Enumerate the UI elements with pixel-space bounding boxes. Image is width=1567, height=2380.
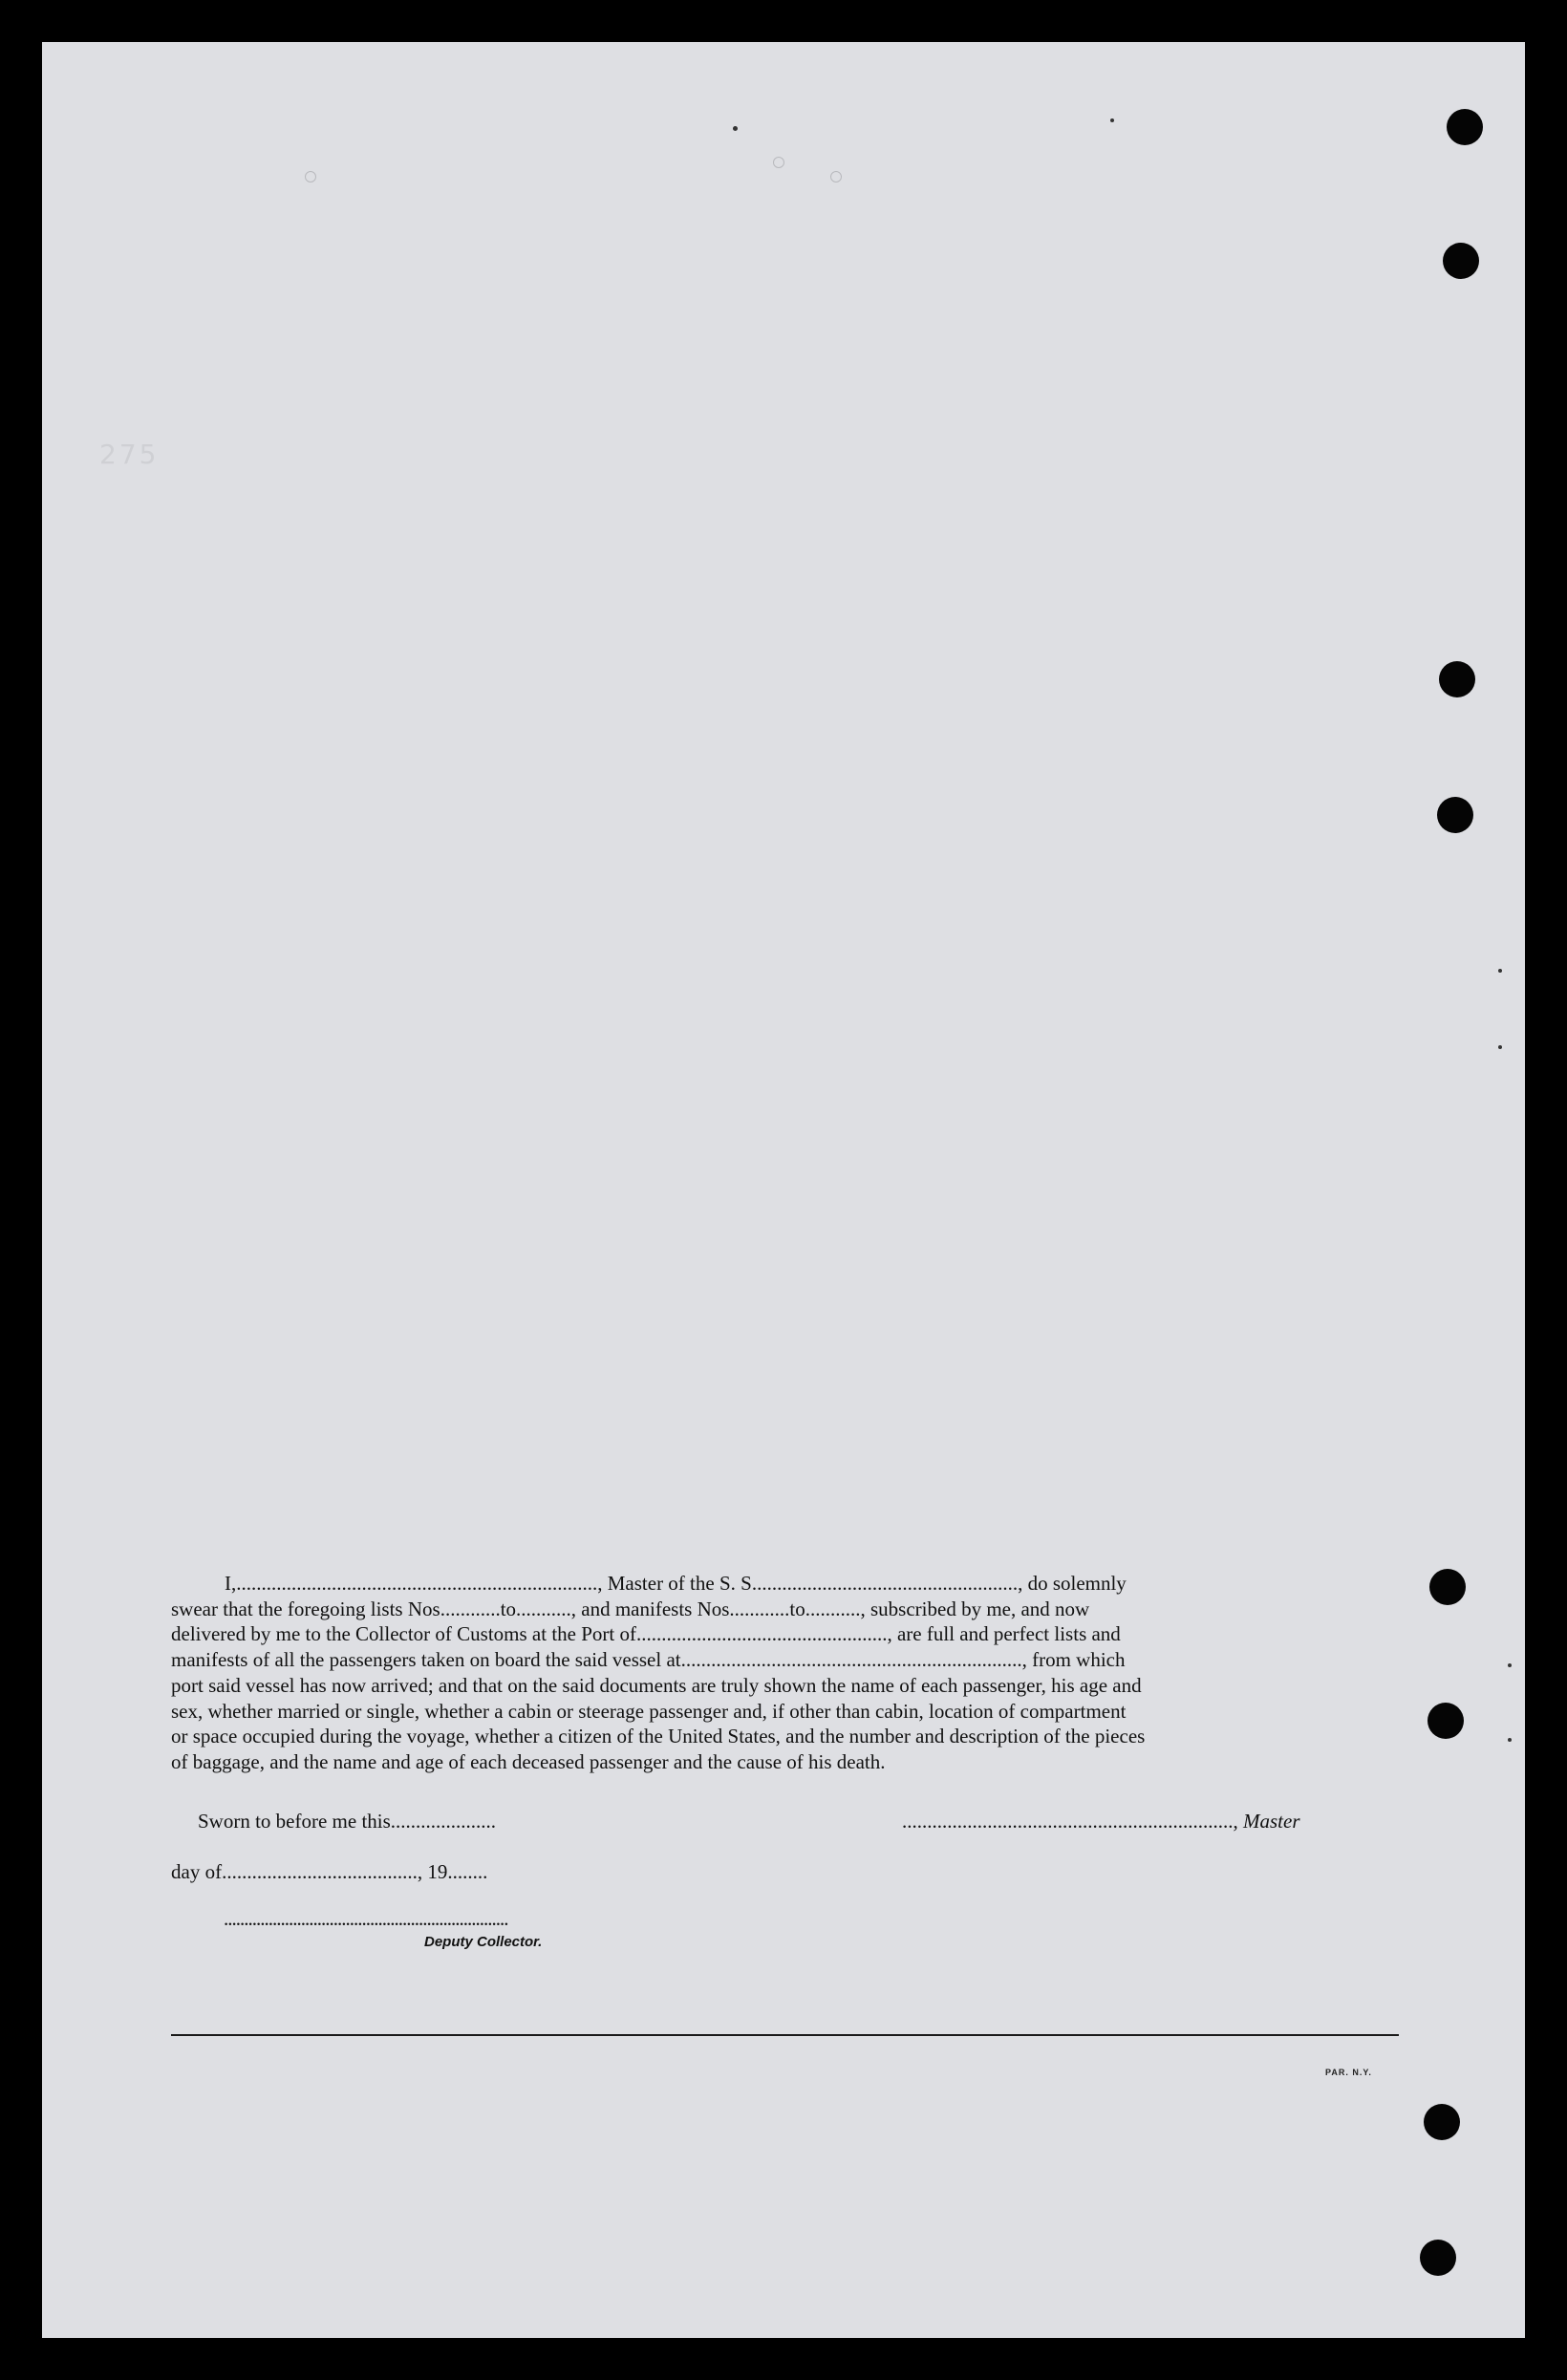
oath-paragraph	[171, 1571, 1450, 1775]
speck	[1110, 118, 1114, 122]
master-signature-line: ..................................................................,	[902, 1810, 1243, 1833]
oath-line: delivered by me to the Collector of Customs at the Port of.................................................., are full and perfect lists and	[171, 1622, 1121, 1646]
ring-mark	[305, 171, 316, 182]
punch-hole	[1437, 797, 1473, 833]
oath-line: sex, whether married or single, whether a cabin or steerage passenger and, if other than cabin, location of compartment	[171, 1699, 1127, 1723]
oath-line: of baggage, and the name and age of each deceased passenger and the cause of his death.	[171, 1749, 886, 1773]
oath-line: port said vessel has now arrived; and that on the said documents are truly shown the name of each passenger, his age and	[171, 1673, 1142, 1697]
document-page	[42, 42, 1525, 2338]
punch-hole	[1443, 243, 1479, 279]
master-signature	[902, 1810, 1300, 1833]
speck	[1498, 1045, 1502, 1049]
oath-line: swear that the foregoing lists Nos............to..........., and manifests Nos............to..........., subscribed by me, and now	[171, 1597, 1090, 1620]
deputy-collector-label: Deputy Collector.	[424, 1934, 543, 1950]
ring-mark	[773, 157, 784, 168]
speck	[733, 126, 738, 131]
printer-imprint: PAR. N.Y.	[1325, 2068, 1372, 2077]
horizontal-rule	[171, 2034, 1399, 2036]
faint-stamp: 275	[99, 439, 160, 470]
deputy-signature-line: ......................................................................	[224, 1907, 508, 1930]
oath-line: or space occupied during the voyage, whether a citizen of the United States, and the number and description of the pieces	[171, 1725, 1146, 1748]
speck	[1508, 1738, 1512, 1742]
ring-mark	[830, 171, 842, 182]
speck	[1498, 969, 1502, 973]
punch-hole	[1424, 2104, 1460, 2140]
oath-line: manifests of all the passengers taken on board the said vessel at...................................................................., from which	[171, 1648, 1126, 1672]
sworn-line: Sworn to before me this.....................	[198, 1810, 497, 1833]
punch-hole	[1439, 661, 1475, 697]
master-label: Master	[1243, 1810, 1300, 1833]
punch-hole	[1447, 109, 1483, 145]
day-of-line: day of......................................., 19........	[171, 1860, 488, 1883]
punch-hole	[1420, 2240, 1456, 2276]
oath-line: I,........................................................................, Master of the S. S....................................................., do solemnly	[225, 1572, 1127, 1595]
speck	[1508, 1663, 1512, 1667]
